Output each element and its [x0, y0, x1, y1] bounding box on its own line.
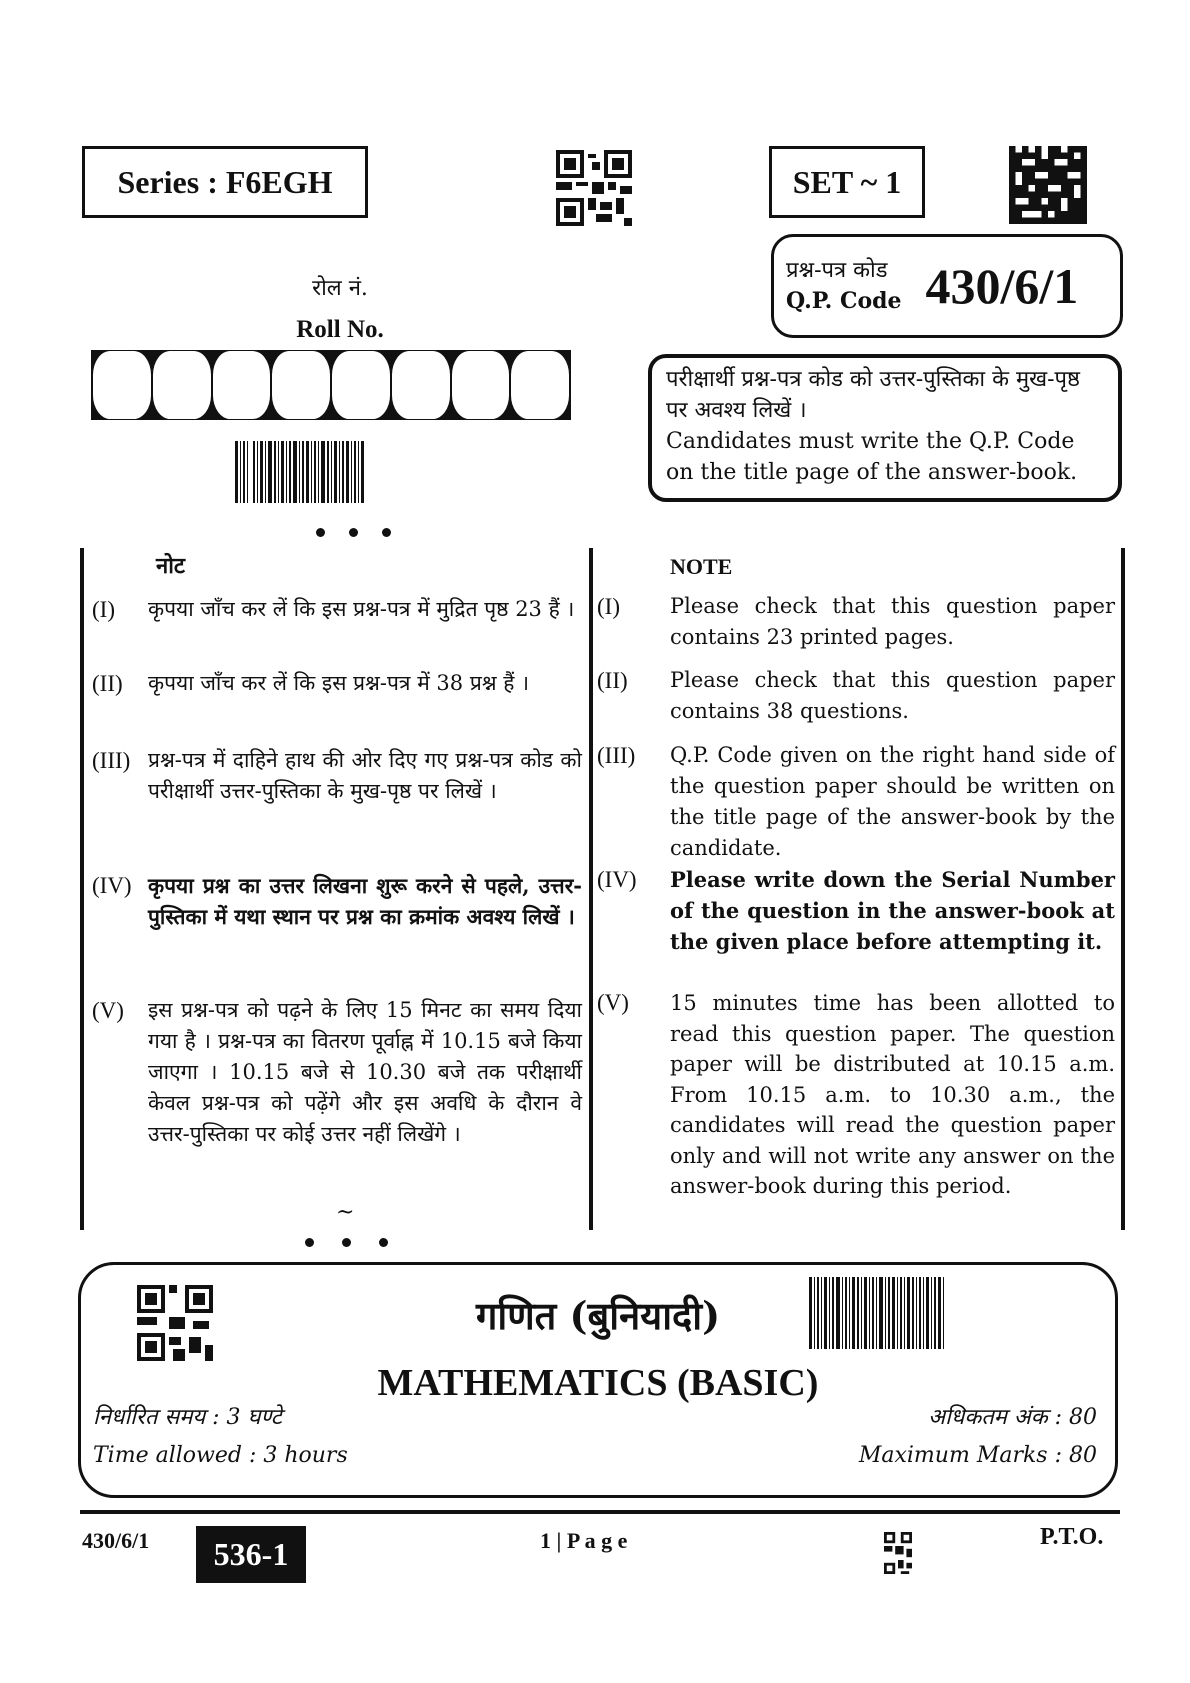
footer-rule [80, 1510, 1120, 1514]
qp-code-box [771, 234, 1123, 338]
note-number: (III) [92, 748, 131, 773]
footer-qp-code: 430/6/1 [82, 1528, 150, 1553]
qp-code-label-hindi: प्रश्न-पत्र कोड [786, 258, 888, 283]
roll-number-digit-box[interactable] [332, 351, 390, 419]
note-text: कृपया जाँच कर लें कि इस प्रश्न-पत्र में 38 प्रश्न हैं । [148, 671, 530, 695]
note-text: 15 minutes time has been allotted to read this question paper. The question paper will be distributed at 10.15 a.m. From 10.15 a.m. to 10.30 a.m., the candidates will read the question paper only and will not write any answer on the answer-book during this period. [670, 991, 1115, 1198]
subject-box [78, 1262, 1118, 1498]
datamatrix-code-icon [1009, 146, 1087, 224]
note-item [92, 745, 582, 807]
note-number: (II) [597, 668, 628, 693]
note-number: (I) [597, 594, 620, 619]
roll-number-digit-box[interactable] [93, 351, 151, 419]
roll-number-digit-box[interactable] [452, 351, 510, 419]
candidate-instruction-english: Candidates must write the Q.P. Code on the title page of the answer-book. [666, 429, 1078, 485]
note-text: इस प्रश्न-पत्र को पढ़ने के लिए 15 मिनट का समय दिया गया है । प्रश्न-पत्र का वितरण पूर्वाह्न में 10.15 बजे किया जाएगा । 10.15 बजे से 10.30 बजे तक परीक्षार्थी केवल प्रश्न-पत्र को पढ़ेंगे और इस अवधि के दौरान वे उत्तर-पुस्तिका पर कोई उत्तर नहीं लिखेंगे । [148, 998, 582, 1146]
roll-number-label: Roll No. [296, 316, 384, 343]
note-text: Please check that this question paper contains 38 questions. [670, 668, 1115, 723]
maximum-marks: Maximum Marks : 80 [858, 1443, 1097, 1468]
divider-left [80, 548, 84, 1230]
roll-number-digit-box[interactable] [213, 351, 271, 419]
note-number: (IV) [92, 873, 132, 898]
note-number: (I) [92, 597, 115, 622]
note-item [597, 864, 1115, 957]
footer-code-badge: 536-1 [196, 1526, 306, 1583]
roll-number-boxes [91, 350, 571, 420]
note-item [92, 870, 582, 932]
note-text: कृपया प्रश्न का उत्तर लिखना शुरू करने से पहले, उत्तर-पुस्तिका में यथा स्थान पर प्रश्न का क्रमांक अवश्य लिखें । [148, 873, 582, 929]
barcode-icon [809, 1277, 946, 1349]
maximum-marks-hindi: अधिकतम अंक : 80 [928, 1405, 1097, 1430]
notes-english-heading: NOTE [670, 554, 733, 579]
note-item [597, 591, 1115, 653]
separator-tilde: ~ [336, 1200, 355, 1225]
please-turn-over: P.T.O. [1040, 1524, 1104, 1550]
page-number: 1 | P a g e [540, 1528, 628, 1553]
note-text: Please write down the Serial Number of the question in the answer-book at the given place before attempting it. [670, 867, 1115, 954]
divider-right [1121, 548, 1125, 1230]
separator-dots [305, 1238, 388, 1247]
qp-code-value: 430/6/1 [925, 258, 1079, 314]
roll-number-digit-box[interactable] [272, 351, 330, 419]
series-label: Series : F6EGH [82, 146, 368, 218]
divider-center [589, 548, 593, 1230]
candidate-instruction-hindi: परीक्षार्थी प्रश्न-पत्र कोड को उत्तर-पुस्तिका के मुख-पृष्ठ पर अवश्य लिखें । [666, 367, 1080, 423]
subject-title-english: MATHEMATICS (BASIC) [377, 1362, 819, 1404]
roll-number-digit-box[interactable] [511, 351, 569, 419]
note-item [597, 740, 1115, 864]
notes-hindi-heading: नोट [156, 553, 185, 579]
candidate-instruction-box [648, 354, 1122, 502]
note-text: कृपया जाँच कर लें कि इस प्रश्न-पत्र में मुद्रित पृष्ठ 23 हैं । [148, 597, 575, 621]
qr-code-icon [884, 1532, 912, 1574]
time-allowed-hindi: निर्धारित समय : 3 घण्टे [93, 1405, 282, 1430]
qr-code-icon [556, 150, 632, 226]
subject-title-hindi: गणित (बुनियादी) [475, 1293, 721, 1338]
note-number: (III) [597, 743, 636, 768]
set-label: SET ~ 1 [769, 146, 925, 218]
note-number: (V) [597, 990, 629, 1015]
roll-number-digit-box[interactable] [392, 351, 450, 419]
note-item [92, 995, 582, 1150]
note-number: (V) [92, 998, 124, 1023]
separator-dots [316, 528, 391, 537]
note-number: (II) [92, 671, 123, 696]
note-number: (IV) [597, 867, 637, 892]
note-item [597, 988, 1115, 1202]
note-item [92, 594, 582, 625]
roll-number-digit-box[interactable] [153, 351, 211, 419]
note-text: प्रश्न-पत्र में दाहिने हाथ की ओर दिए गए प्रश्न-पत्र कोड को परीक्षार्थी उत्तर-पुस्तिका के मुख-पृष्ठ पर लिखें । [148, 748, 582, 803]
note-text: Q.P. Code given on the right hand side of the question paper should be written on the title page of the answer-book by the candidate. [670, 743, 1115, 860]
time-allowed: Time allowed : 3 hours [93, 1443, 348, 1468]
note-item [92, 668, 582, 699]
note-text: Please check that this question paper contains 23 printed pages. [670, 594, 1115, 649]
roll-number-label-hindi: रोल नं. [312, 276, 368, 301]
barcode-icon [235, 441, 366, 503]
note-item [597, 665, 1115, 727]
qp-code-label-english: Q.P. Code [786, 288, 902, 314]
